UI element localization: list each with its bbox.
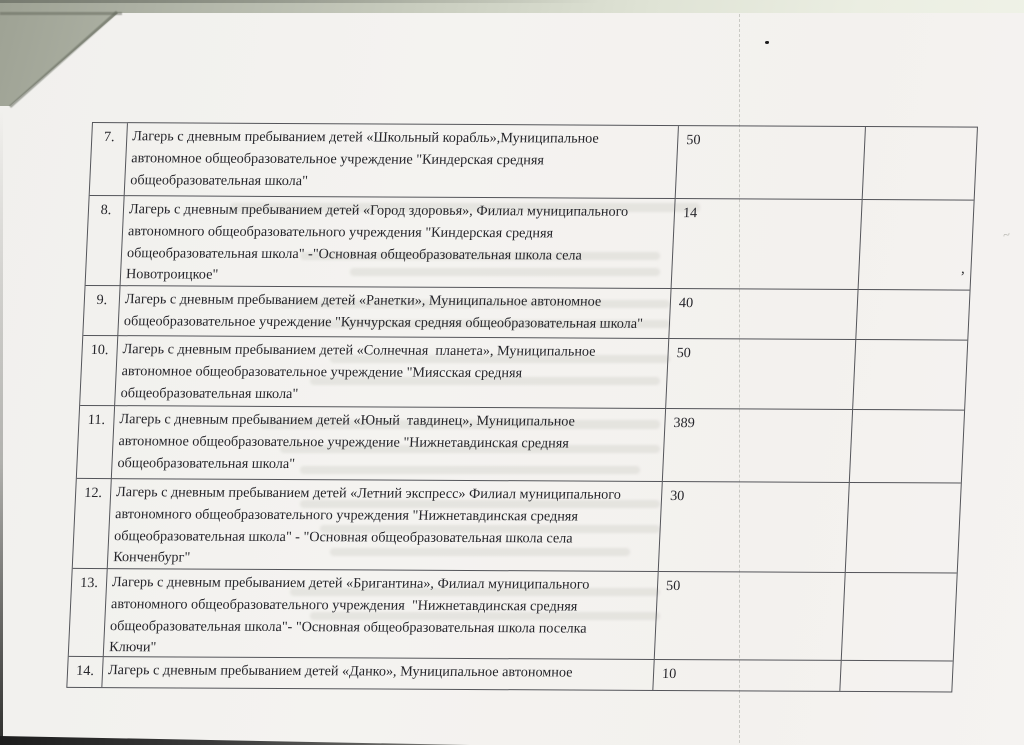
row-number: 13. xyxy=(69,569,108,657)
camps-table xyxy=(66,122,978,693)
empty-cell xyxy=(846,483,961,574)
camp-description: Лагерь с дневным пребыванием детей «Солнечная планета», Муниципальное автономное общеобразовательное учреждение "Миясская средняя общеобразовательная школа" xyxy=(115,336,669,409)
scanner-top-line xyxy=(0,0,600,3)
comma-scan-artifact: , xyxy=(961,261,965,277)
camp-count: 30 xyxy=(659,482,850,573)
row-number: 10. xyxy=(80,336,118,406)
camp-count: 40 xyxy=(669,289,858,340)
squiggle-scan-artifact: ~ xyxy=(1001,226,1012,243)
camp-count: 50 xyxy=(666,339,856,410)
row-number: 8. xyxy=(86,196,125,286)
paper-edge-shadow-top xyxy=(0,12,122,15)
table-grid xyxy=(66,122,978,693)
empty-cell xyxy=(842,573,957,662)
scan-bottom-edge xyxy=(0,736,470,745)
row-number: 14. xyxy=(67,657,103,687)
camp-description: Лагерь с дневным пребыванием детей «Юный тавдинец», Муниципальное автономное общеобразовательное учреждение "Нижнетавдинская средняя общеобразовательная школа" xyxy=(112,406,666,482)
camp-count: 14 xyxy=(672,199,863,290)
camp-count: 50 xyxy=(676,126,866,200)
empty-cell xyxy=(853,340,967,411)
ink-speck xyxy=(765,41,769,44)
camp-description: Лагерь с дневным пребыванием детей «Ранетки», Муниципальное автономное общеобразовательное учреждение "Кунчурская средняя общеобразовательная школа" xyxy=(118,286,671,339)
empty-cell xyxy=(859,200,974,291)
empty-cell xyxy=(840,661,952,692)
empty-cell xyxy=(856,290,969,341)
camp-description: Лагерь с дневным пребыванием детей «Бригантина», Филиал муниципального автономного общеобразовательного учреждения "Нижнетавдинская средняя общеобразовательная школа"- "Основная общеобразовательная школа поселка Ключи" xyxy=(104,569,659,660)
row-number: 11. xyxy=(77,406,115,479)
camp-description: Лагерь с дневным пребыванием детей «Город здоровья», Филиал муниципального автономного общеобразовательного учреждения "Киндерская средняя общеобразовательная школа" -"Основная общеобразовательная школа села Новотроицкое" xyxy=(121,196,676,289)
camp-description: Лагерь с дневным пребыванием детей «Летний экспресс» Филиал муниципального автономного общеобразовательного учреждения "Нижнетавдинская средняя общеобразовательная школа" - "Основная общеобразовательная школа села Конченбург" xyxy=(108,479,663,572)
camp-description: Лагерь с дневным пребыванием детей «Школьный корабль»,Муниципальное автономное общеобразовательное учреждение "Киндерская средняя общеобразовательная школа" xyxy=(125,123,679,199)
scanner-background-edge xyxy=(0,0,1024,110)
scan-left-edge xyxy=(0,110,3,745)
empty-cell xyxy=(863,127,977,201)
empty-cell xyxy=(850,410,964,484)
camp-count: 10 xyxy=(653,660,841,691)
camp-count: 50 xyxy=(655,572,846,661)
row-number: 7. xyxy=(90,123,128,196)
camp-description: Лагерь с дневным пребыванием детей «Данко», Муниципальное автономное xyxy=(102,657,654,690)
row-number: 9. xyxy=(83,286,120,336)
row-number: 12. xyxy=(73,479,112,569)
camp-count: 389 xyxy=(663,409,853,483)
